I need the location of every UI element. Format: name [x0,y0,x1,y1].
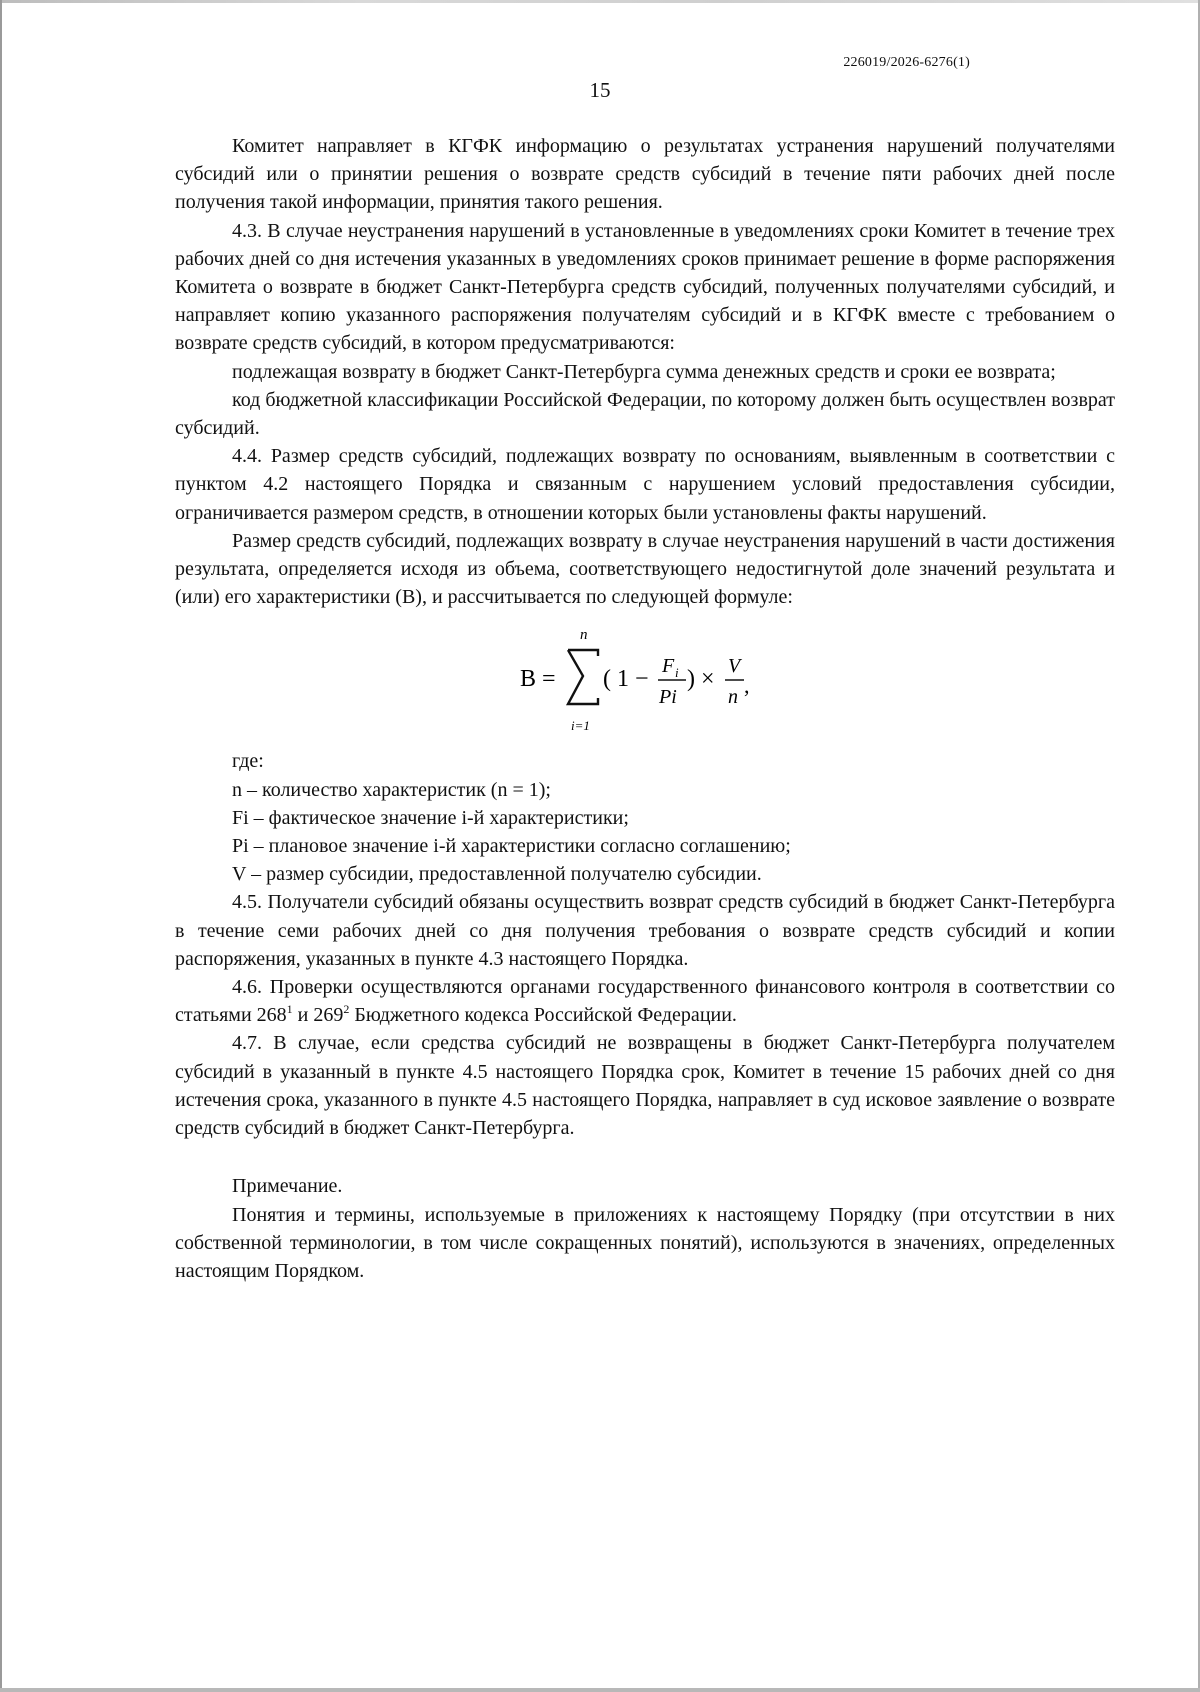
note-text: Понятия и термины, используемые в приложениях к настоящему Порядку (при отсутствии в них собственной терминологии, в том числе сокращенных понятий), используются в значениях, определенных настоящим Порядком. [175,1203,1115,1282]
sigma-icon [568,650,598,704]
definition-v: V – размер субсидии, предоставленной получателю субсидии. [232,863,762,886]
formula-fraction2-denominator: n [728,686,738,709]
formula-lower-limit: i=1 [571,718,590,734]
page-number: 15 [589,78,611,102]
where-intro: где: [232,750,264,773]
paragraph-refund-amount: подлежащая возврату в бюджет Санкт-Петербурга сумма денежных средств и сроки ее возврата; [232,360,1056,383]
document-body [175,132,1115,1285]
formula-upper-limit: n [580,627,588,644]
paragraph-4-4: 4.4. Размер средств субсидий, подлежащих возврату по основаниям, выявленным в соответствии с пунктом 4.2 настоящего Порядка и связанным с нарушением условий предоставления субсидии, ограничивается размером средств, в отношении которых были установлены факты нарушений. [175,445,1115,524]
document-registration-number: 226019/2026-6276(1) [843,55,970,70]
paragraph-4-3: 4.3. В случае неустранения нарушений в установленные в уведомлениях сроки Комитет в течение трех рабочих дней со дня истечения указанных в уведомлениях сроков принимает решение в форме распоряжения Комитета о возврате в бюджет Санкт-Петербурга средств субсидий, полученных получателями субсидий, и направляет копию указанного распоряжения получателям субсидий и в КГФК вместе с требованием о возврате средств субсидий, в котором предусматриваются: [175,219,1115,355]
paragraph-4-6-part-a: 4.6. Проверки осуществляются органами государственного финансового контроля в соответствии со статьями 268 [175,976,1115,1027]
definition-n: n – количество характеристик (n = 1); [232,778,551,801]
paragraph-4-6 [175,973,1115,1029]
formula-open: ( 1 − [603,666,649,693]
formula-tail: , [744,673,750,699]
variable-definitions [175,747,1115,888]
paragraph-budget-code: код бюджетной классификации Российской Федерации, по которому должен быть осуществлен возврат субсидий. [175,388,1115,440]
formula-fraction1-numerator-sub: i [675,665,679,681]
formula-fraction1-numerator: F [662,655,675,678]
scan-edge-top [0,0,1200,3]
article-269-superscript: 2 [343,1002,350,1017]
formula-lhs: В = [520,666,556,693]
paragraph-committee-info: Комитет направляет в КГФК информацию о результатах устранения нарушений получателями субсидий или о принятии решения о возврате средств субсидий в течение пяти рабочих дней после получения такой информации, принятия такого решения. [175,135,1115,214]
paragraph-4-5: 4.5. Получатели субсидий обязаны осуществить возврат средств субсидий в бюджет Санкт-Петербурга в течение семи рабочих дней со дня получения требования о возврате средств субсидий и копии распоряжения, указанных в пункте 4.3 настоящего Порядка. [175,891,1115,970]
article-268-superscript: 1 [286,1002,293,1017]
definition-pi: Pi – плановое значение i-й характеристики согласно соглашению; [232,835,791,858]
spacer [175,1142,1115,1172]
paragraph-formula-intro: Размер средств субсидий, подлежащих возврату в случае неустранения нарушений в части достижения результата, определяется исходя из объема, соответствующего недостигнутой доле значений результата и (или) его характеристики (В), и рассчитывается по следующей формуле: [175,529,1115,609]
formula-fraction1-denominator: Pi [659,686,677,709]
definition-fi: Fi – фактическое значение i-й характеристики; [232,806,629,829]
scan-edge-left [0,0,2,1692]
formula-fraction2-numerator: V [728,655,741,678]
paragraph-4-7: 4.7. В случае, если средства субсидий не возвращены в бюджет Санкт-Петербурга получателем субсидий в указанный в пункте 4.5 настоящего Порядка срок, Комитет в течение 15 рабочих дней со дня истечения срока, указанного в пункте 4.5 настоящего Порядка, направляет в суд исковое заявление о возврате средств субсидий в бюджет Санкт-Петербурга. [175,1032,1115,1140]
formula-close-times: ) × [687,666,715,693]
refund-formula [175,617,1115,737]
paragraph-4-6-part-b: и 269 [292,1004,344,1027]
formula-graphic [520,617,780,737]
scan-edge-bottom [0,1688,1200,1692]
paragraph-4-6-part-c: Бюджетного кодекса Российской Федерации. [349,1004,737,1027]
note-title: Примечание. [232,1175,343,1198]
